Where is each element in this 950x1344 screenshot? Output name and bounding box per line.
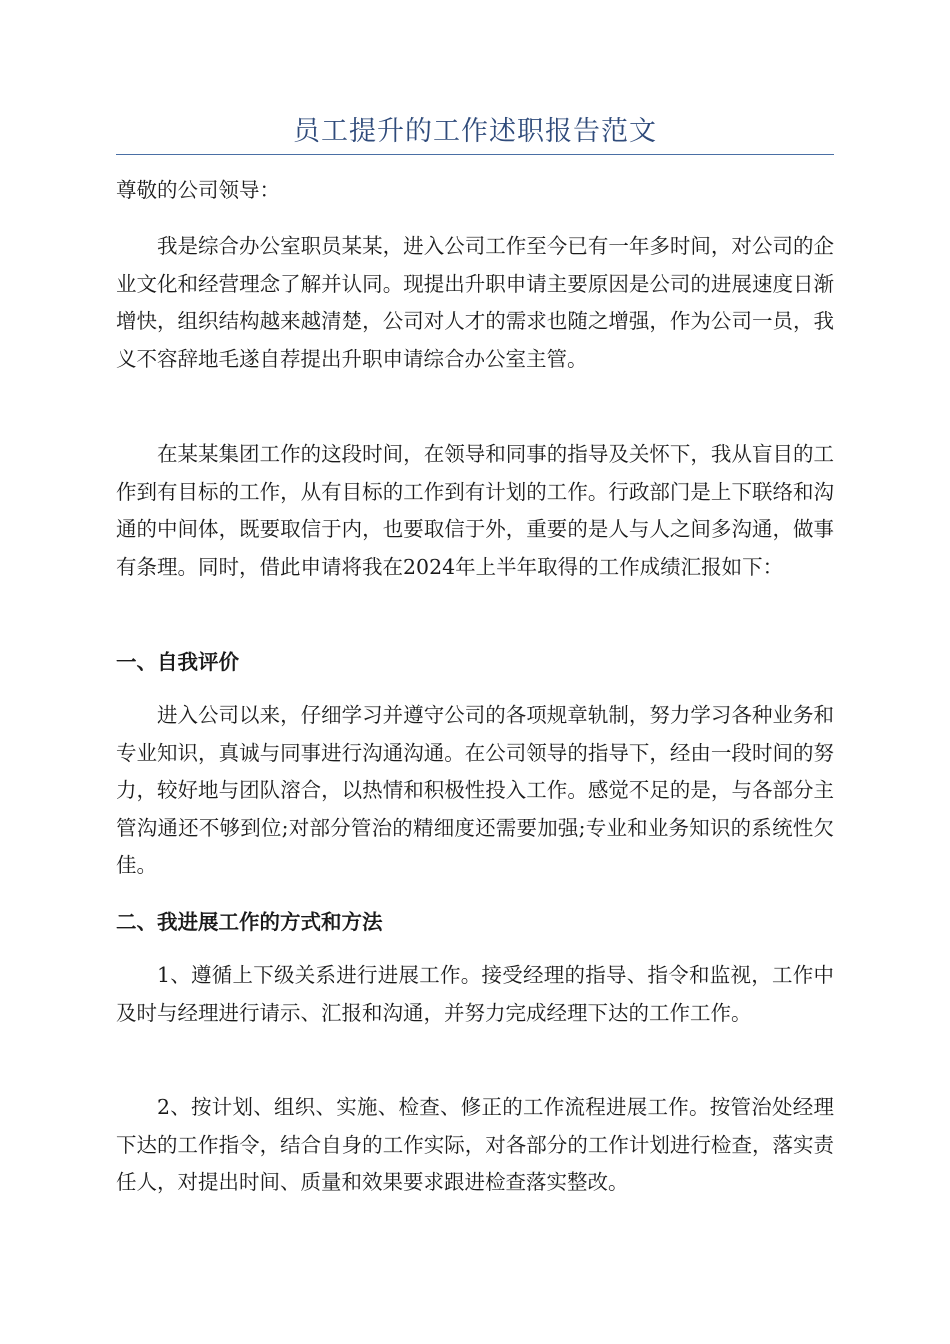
paragraph-work-summary: 在某某集团工作的这段时间，在领导和同事的指导及关怀下，我从盲目的工作到有目标的工作，从有目标的工作到有计划的工作。行政部门是上下联络和沟通的中间体，既要取信于内，也要取信于外，重要的是人与人之间多沟通，做事有条理。同时，借此申请将我在2024年上半年取得的工作成绩汇报如下： xyxy=(116,442,834,579)
section-heading-self-evaluation: 一、自我评价 xyxy=(116,650,239,674)
title-underline xyxy=(116,154,834,155)
section-heading-work-methods: 二、我进展工作的方式和方法 xyxy=(116,910,383,934)
paragraph-self-evaluation: 进入公司以来，仔细学习并遵守公司的各项规章轨制，努力学习各种业务和专业知识，真诚与同事进行沟通沟通。在公司领导的指导下，经由一段时间的努力，较好地与团队溶合，以热情和积极性投入工作。感觉不足的是，与各部分主管沟通还不够到位;对部分管治的精细度还需要加强;专业和业务知识的系统性欠佳。 xyxy=(116,703,834,878)
salutation: 尊敬的公司领导： xyxy=(116,178,280,202)
paragraph-intro: 我是综合办公室职员某某，进入公司工作至今已有一年多时间，对公司的企业文化和经营理念了解并认同。现提出升职申请主要原因是公司的进展速度日渐增快，组织结构越来越清楚，公司对人才的需求也随之增强，作为公司一员，我义不容辞地毛遂自荐提出升职申请综合办公室主管。 xyxy=(116,234,834,371)
paragraph-method-2: 2、按计划、组织、实施、检查、修正的工作流程进展工作。按管治处经理下达的工作指令，结合自身的工作实际，对各部分的工作计划进行检查，落实责任人，对提出时间、质量和效果要求跟进检查落实整改。 xyxy=(116,1095,834,1195)
paragraph-method-1: 1、遵循上下级关系进行进展工作。接受经理的指导、指令和监视，工作中及时与经理进行请示、汇报和沟通，并努力完成经理下达的工作工作。 xyxy=(116,963,834,1025)
document-title: 员工提升的工作述职报告范文 xyxy=(293,116,657,147)
